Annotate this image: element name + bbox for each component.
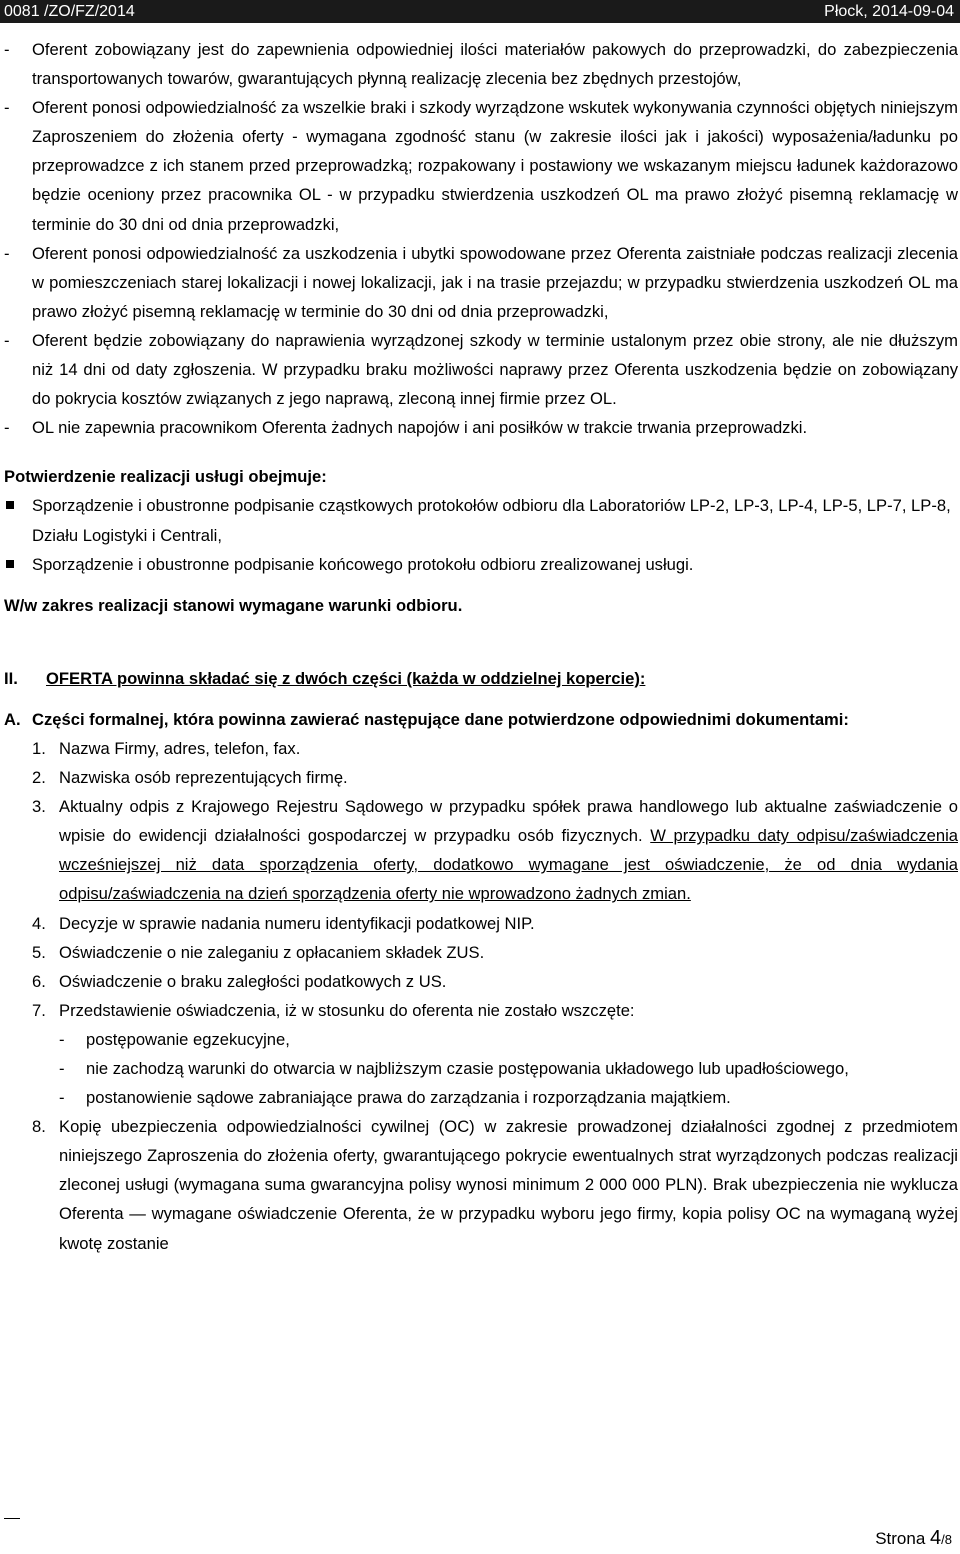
section-title: II. OFERTA powinna składać się z dwóch części (każda w oddzielnej kopercie):: [4, 668, 646, 688]
list-item: - Oferent ponosi odpowiedzialność za wszelkie braki i szkody wyrządzone wskutek wykonywania czynności objętych niniejszym Zaproszeniem do złożenia oferty - wymagana zgodność stanu (w zakresie ilości jak i jakości) wyposażenia/ładunku po przeprowadzce z ich stanem przed przeprowadzką; rozpakowany i postawiony we wskazanym miejscu ładunek każdorazowo będzie oceniony przez pracownika OL - w przypadku stwierdzenia uszkodzeń OL ma prawo złożyć pisemną reklamację w terminie do 30 dni od dnia przeprowadzki,: [4, 93, 958, 238]
sub-list-item: - postępowanie egzekucyjne,: [4, 1025, 958, 1054]
numbered-item: 8. Kopię ubezpieczenia odpowiedzialności cywilnej (OC) w zakresie prowadzonej działalności zgodnej z przedmiotem niniejszego Zaproszenia do złożenia oferty, gwarantującego pokrycie ewentualnych strat wyrządzonych podczas realizacji zleconej usługi (wymagana suma gwarancyjna polisy wynosi minimum 2 000 000 PLN). Brak ubezpieczenia nie wyklucza Oferenta — wymagane oświadczenie Oferenta, że w przypadku wyboru jego firmy, kopia polisy OC na wymaganą wyżej kwotę zostanie: [32, 1117, 958, 1253]
underlined-clause: W przypadku daty odpisu/zaświadczenia wcześniejszej niż data sporządzenia oferty, dodatkowo wymagane jest oświadczenie, że od dnia wydania odpisu/zaświadczenia na dzień sporządzenia oferty nie wprowadzono żadnych zmian.: [59, 826, 958, 904]
numbered-item: 3. Aktualny odpis z Krajowego Rejestru Sądowego w przypadku spółek prawa handlowego lub aktualne zaświadczenie o wpisie do ewidencji działalności gospodarczej w przypadku osób fizycznych. W przypadku daty odpisu/zaświadczenia wcześniejszej niż data sporządzenia oferty, dodatkowo wymagane jest oświadczenie, że od dnia wydania odpisu/zaświadczenia na dzień sporządzenia oferty nie wprowadzono żadnych zmian.: [32, 797, 958, 904]
numbered-item: 2. Nazwiska osób reprezentujących firmę.: [32, 768, 348, 788]
numbered-item: 1. Nazwa Firmy, adres, telefon, fax.: [32, 738, 301, 758]
dash-marker: -: [4, 40, 10, 59]
dash-marker: -: [4, 243, 10, 263]
square-bullet-icon: [4, 550, 32, 579]
list-item: - OL nie zapewnia pracownikom Oferenta żadnych napojów i ani posiłków w trakcie trwania przeprowadzki.: [4, 413, 958, 442]
subsection-heading: A. Części formalnej, która powinna zawierać następujące dane potwierdzone odpowiednimi dokumentami:: [4, 709, 849, 729]
dash-marker: -: [59, 1029, 65, 1049]
sub-list-item: - nie zachodzą warunki do otwarcia w najbliższym czasie postępowania układowego lub upadłościowego,: [4, 1054, 958, 1083]
footer-divider: [4, 1518, 20, 1519]
document-reference: 0081 /ZO/FZ/2014: [4, 3, 135, 20]
document-date: Płock, 2014-09-04: [824, 3, 954, 20]
list-item: - Oferent zobowiązany jest do zapewnienia odpowiedniej ilości materiałów pakowych do przeprowadzki, do zabezpieczenia transportowanych towarów, gwarantujących płynną realizację zlecenia bez zbędnych przestojów,: [4, 35, 958, 93]
bullet-item: Sporządzenie i obustronne podpisanie cząstkowych protokołów odbioru dla Laboratoriów LP-2, LP-3, LP-4, LP-5, LP-7, LP-8, Działu Logistyki i Centrali,: [4, 491, 958, 549]
page-number: Strona 4/8: [875, 1527, 952, 1549]
numbered-item: 5. Oświadczenie o nie zaleganiu z opłacaniem składek ZUS.: [32, 942, 485, 962]
numbered-item: 4. Decyzje w sprawie nadania numeru identyfikacji podatkowej NIP.: [32, 913, 535, 933]
list-item: - Oferent będzie zobowiązany do naprawienia wyrządzonej szkody w terminie ustalonym przez obie strony, ale nie dłuższym niż 14 dni od daty zgłoszenia. W przypadku braku możliwości naprawy przez Oferenta uszkodzenia będzie on zobowiązany do pokrycia kosztów związanych z jego naprawą, zleconą innej firmie przez OL.: [4, 326, 958, 413]
dash-marker: -: [59, 1059, 65, 1078]
dash-marker: -: [4, 330, 10, 350]
numbered-item: 7. Przedstawienie oświadczenia, iż w stosunku do oferenta nie zostało wszczęte:: [32, 1000, 635, 1020]
sub-list-item: - postanowienie sądowe zabraniające prawa do zarządzania i rozporządzania majątkiem.: [4, 1083, 958, 1112]
list-item: - Oferent ponosi odpowiedzialność za uszkodzenia i ubytki spowodowane przez Oferenta zaistniałe podczas realizacji zlecenia w pomieszczeniach starej lokalizacji i nowej lokalizacji, jak i na trasie przejazdu; w przypadku stwierdzenia uszkodzeń OL ma prawo złożyć pisemną reklamację w terminie do 30 dni od dnia przeprowadzki,: [4, 239, 958, 326]
dash-marker: -: [59, 1088, 65, 1108]
document-body: [0, 23, 960, 1258]
dash-marker: -: [4, 98, 10, 118]
document-header: [0, 0, 960, 23]
section-heading: Potwierdzenie realizacji usługi obejmuje:: [4, 467, 327, 487]
bullet-item: Sporządzenie i obustronne podpisanie końcowego protokołu odbioru zrealizowanej usługi.: [4, 550, 958, 579]
dash-marker: -: [4, 418, 10, 438]
square-bullet-icon: [4, 491, 32, 549]
acceptance-note: W/w zakres realizacji stanowi wymagane warunki odbioru.: [4, 595, 463, 615]
numbered-item: 6. Oświadczenie o braku zaległości podatkowych z US.: [32, 971, 447, 991]
